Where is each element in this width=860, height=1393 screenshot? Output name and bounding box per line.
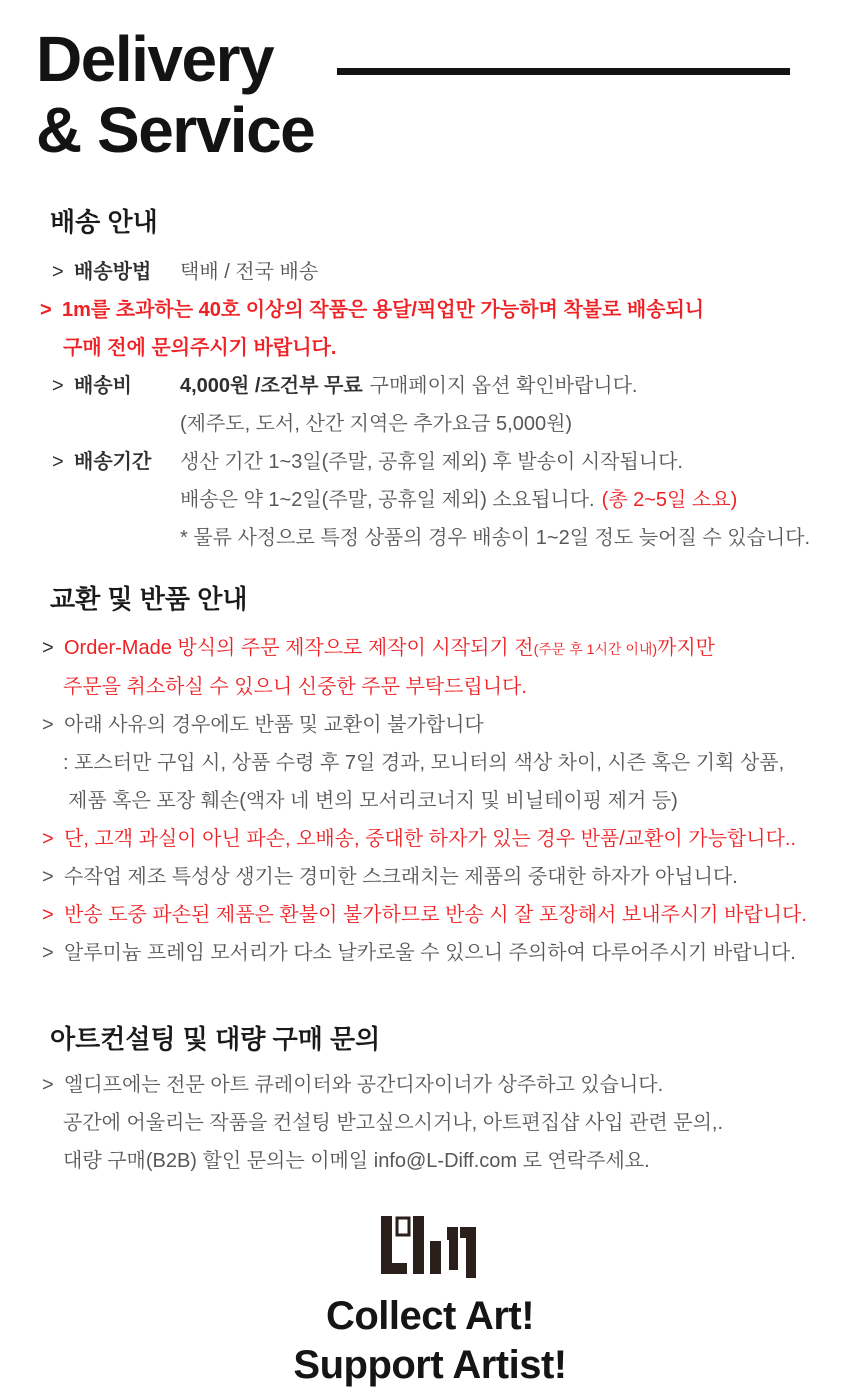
bullet-marker: > xyxy=(42,637,54,659)
returns-rows xyxy=(40,629,830,972)
consulting-text-3: 대량 구매(B2B) 할인 문의는 이메일 info@L-Diff.com 로 연락주세요. xyxy=(63,1150,650,1172)
footer-slogans xyxy=(0,1292,860,1390)
brand-logo xyxy=(0,1214,860,1283)
returns-no-return-row xyxy=(40,706,830,744)
title-divider-rule xyxy=(337,68,790,75)
shipping-fee-value-bold: 4,000원 /조건부 무료 xyxy=(180,375,363,397)
l-diff-logo-icon xyxy=(381,1214,479,1278)
returns-scratch-text: 수작업 제조 특성상 생기는 경미한 스크래치는 제품의 중대한 하자가 아닙니다. xyxy=(64,866,738,888)
bullet-marker: > xyxy=(42,828,54,850)
shipping-period-row-2 xyxy=(40,481,830,519)
page-title-line2: & Service xyxy=(36,94,315,166)
shipping-period-label: 배송기간 xyxy=(74,451,152,473)
returns-heading: 교환 및 반품 안내 xyxy=(50,584,248,614)
slogan-collect-art: Collect Art! xyxy=(325,1294,535,1338)
returns-order-made-red-2: 까지만 xyxy=(657,637,716,659)
returns-no-return-detail-row-2 xyxy=(40,782,830,820)
bullet-marker: > xyxy=(52,451,64,473)
bullet-marker: > xyxy=(42,942,54,964)
returns-order-made-row-1 xyxy=(40,629,830,668)
shipping-fee-note: (제주도, 도서, 산간 지역은 추가요금 5,000원) xyxy=(180,413,573,435)
shipping-period-row-1 xyxy=(40,443,830,481)
shipping-period-text-1: 생산 기간 1~3일(주말, 공휴일 제외) 후 발송이 시작됩니다. xyxy=(180,451,683,473)
returns-no-return-text: 아래 사유의 경우에도 반품 및 교환이 불가합니다 xyxy=(64,714,484,736)
shipping-period-row-3 xyxy=(40,519,830,557)
consulting-heading: 아트컨설팅 및 대량 구매 문의 xyxy=(50,1024,381,1054)
slogan-support-artist: Support Artist! xyxy=(293,1343,567,1387)
returns-no-return-detail-1: : 포스터만 구입 시, 상품 수령 후 7일 경과, 모니터의 색상 차이, 시즌 혹은 기획 상품, xyxy=(63,752,785,774)
page-title xyxy=(36,24,314,166)
returns-exception-text: 단, 고객 과실이 아닌 파손, 오배송, 중대한 하자가 있는 경우 반품/교환이 가능합니다.. xyxy=(64,828,797,850)
bullet-marker: > xyxy=(42,714,54,736)
returns-no-return-detail-2: 제품 혹은 포장 훼손(액자 네 변의 모서리코너지 및 비닐테이핑 제거 등) xyxy=(68,790,678,812)
shipping-method-row xyxy=(40,253,830,291)
consulting-rows xyxy=(40,1066,830,1180)
returns-order-made-red-1: Order-Made 방식의 주문 제작으로 제작이 시작되기 전 xyxy=(64,637,534,659)
consulting-text-2: 공간에 어울리는 작품을 컨설팅 받고싶으시거나, 아트편집샵 사입 관련 문의,. xyxy=(63,1112,724,1134)
shipping-method-label: 배송방법 xyxy=(74,261,152,283)
consulting-row-1 xyxy=(40,1066,830,1104)
shipping-rows xyxy=(40,253,830,557)
section-shipping xyxy=(40,205,830,557)
shipping-oversize-text-1: 1m를 초과하는 40호 이상의 작품은 용달/픽업만 가능하며 착불로 배송되니 xyxy=(62,299,705,321)
shipping-heading: 배송 안내 xyxy=(50,207,158,237)
shipping-oversize-text-2: 구매 전에 문의주시기 바랍니다. xyxy=(63,337,337,359)
consulting-row-3 xyxy=(40,1142,830,1180)
shipping-period-text-2: 배송은 약 1~2일(주말, 공휴일 제외) 소요됩니다. xyxy=(180,489,595,511)
section-consulting xyxy=(40,1022,830,1180)
returns-scratch-row xyxy=(40,858,830,896)
shipping-fee-value-rest: 구매페이지 옵션 확인바랍니다. xyxy=(369,375,638,397)
returns-order-made-text-2: 주문을 취소하실 수 있으니 신중한 주문 부탁드립니다. xyxy=(63,676,527,698)
bullet-marker: > xyxy=(42,866,54,888)
consulting-text-1: 엘디프에는 전문 아트 큐레이터와 공간디자이너가 상주하고 있습니다. xyxy=(64,1074,664,1096)
shipping-period-text-3: * 물류 사정으로 특정 상품의 경우 배송이 1~2일 정도 늦어질 수 있습니다. xyxy=(180,527,811,549)
page-title-line1: Delivery xyxy=(36,23,274,95)
bullet-marker: > xyxy=(40,299,52,321)
shipping-fee-row xyxy=(40,367,830,405)
bullet-marker: > xyxy=(42,1074,54,1096)
returns-order-made-row-2 xyxy=(40,668,830,706)
returns-damage-row xyxy=(40,896,830,934)
section-returns xyxy=(40,582,830,972)
bullet-marker: > xyxy=(42,904,54,926)
bullet-marker: > xyxy=(52,375,64,397)
shipping-period-text-2-red: (총 2~5일 소요) xyxy=(601,489,738,511)
returns-damage-text: 반송 도중 파손된 제품은 환불이 불가하므로 반송 시 잘 포장해서 보내주시기 바랍니다. xyxy=(64,904,807,926)
consulting-row-2 xyxy=(40,1104,830,1142)
shipping-fee-label: 배송비 xyxy=(74,375,132,397)
returns-order-made-small: (주문 후 1시간 이내) xyxy=(533,641,658,657)
returns-no-return-detail-row-1 xyxy=(40,744,830,782)
returns-frame-edge-row xyxy=(40,934,830,972)
returns-exception-row xyxy=(40,820,830,858)
shipping-oversize-row-1 xyxy=(40,291,830,329)
shipping-method-value: 택배 / 전국 배송 xyxy=(180,261,319,283)
shipping-oversize-row-2 xyxy=(40,329,830,367)
bullet-marker: > xyxy=(52,261,64,283)
shipping-fee-note-row xyxy=(40,405,830,443)
returns-frame-edge-text: 알루미늄 프레임 모서리가 다소 날카로울 수 있으니 주의하여 다루어주시기 바랍니다. xyxy=(64,942,796,964)
